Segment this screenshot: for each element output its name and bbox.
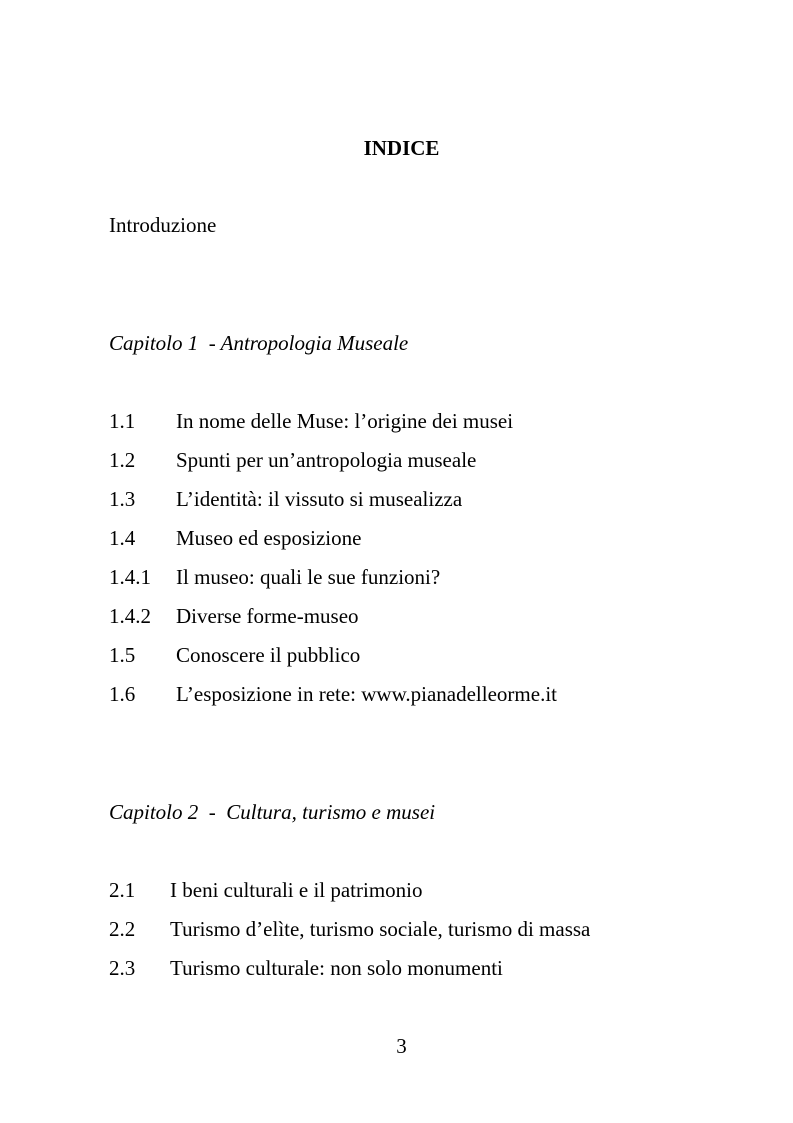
toc-entry (109, 604, 359, 629)
toc-entry (109, 487, 462, 512)
toc-entry-text: Museo ed esposizione (176, 526, 362, 550)
toc-entry-text: Il museo: quali le sue funzioni? (176, 565, 441, 589)
toc-entry (109, 448, 476, 473)
toc-entry-text: Conoscere il pubblico (176, 643, 361, 667)
toc-entry-number: 1.4.2 (109, 604, 151, 628)
introduction-entry: Introduzione (109, 213, 217, 237)
toc-entry (109, 643, 360, 668)
toc-entry-text: Spunti per un’antropologia museale (176, 448, 477, 472)
toc-entry-text: I beni culturali e il patrimonio (170, 878, 423, 902)
toc-entry-text: Diverse forme-museo (176, 604, 359, 628)
toc-entry-number: 1.3 (109, 487, 136, 511)
toc-entry-number: 1.5 (109, 643, 136, 667)
toc-entry-number: 2.3 (109, 956, 136, 980)
page-number: 3 (396, 1034, 407, 1058)
page-title: INDICE (363, 136, 440, 160)
toc-entry-number: 1.4.1 (109, 565, 151, 589)
toc-entry (109, 956, 503, 981)
toc-entry-text: Turismo d’elìte, turismo sociale, turismo di massa (170, 917, 591, 941)
toc-entry-number: 1.6 (109, 682, 136, 706)
toc-entry-text: Turismo culturale: non solo monumenti (170, 956, 503, 980)
toc-entry-text: In nome delle Muse: l’origine dei musei (176, 409, 514, 433)
toc-entry (109, 682, 557, 707)
chapter-1-heading: Capitolo 1 - Antropologia Museale (109, 331, 409, 355)
toc-entry (109, 526, 361, 551)
toc-entry-number: 2.1 (109, 878, 136, 902)
chapter-2-heading: Capitolo 2 - Cultura, turismo e musei (109, 800, 436, 824)
toc-entry (109, 878, 423, 903)
toc-entry (109, 565, 440, 590)
toc-entry-number: 2.2 (109, 917, 136, 941)
toc-entry-number: 1.2 (109, 448, 136, 472)
toc-entry-number: 1.4 (109, 526, 136, 550)
toc-entry-text: L’esposizione in rete: www.pianadelleorme.it (176, 682, 557, 706)
toc-entry-text: L’identità: il vissuto si musealizza (176, 487, 463, 511)
toc-entry (109, 917, 590, 942)
toc-entry-number: 1.1 (109, 409, 136, 433)
toc-entry (109, 409, 513, 434)
